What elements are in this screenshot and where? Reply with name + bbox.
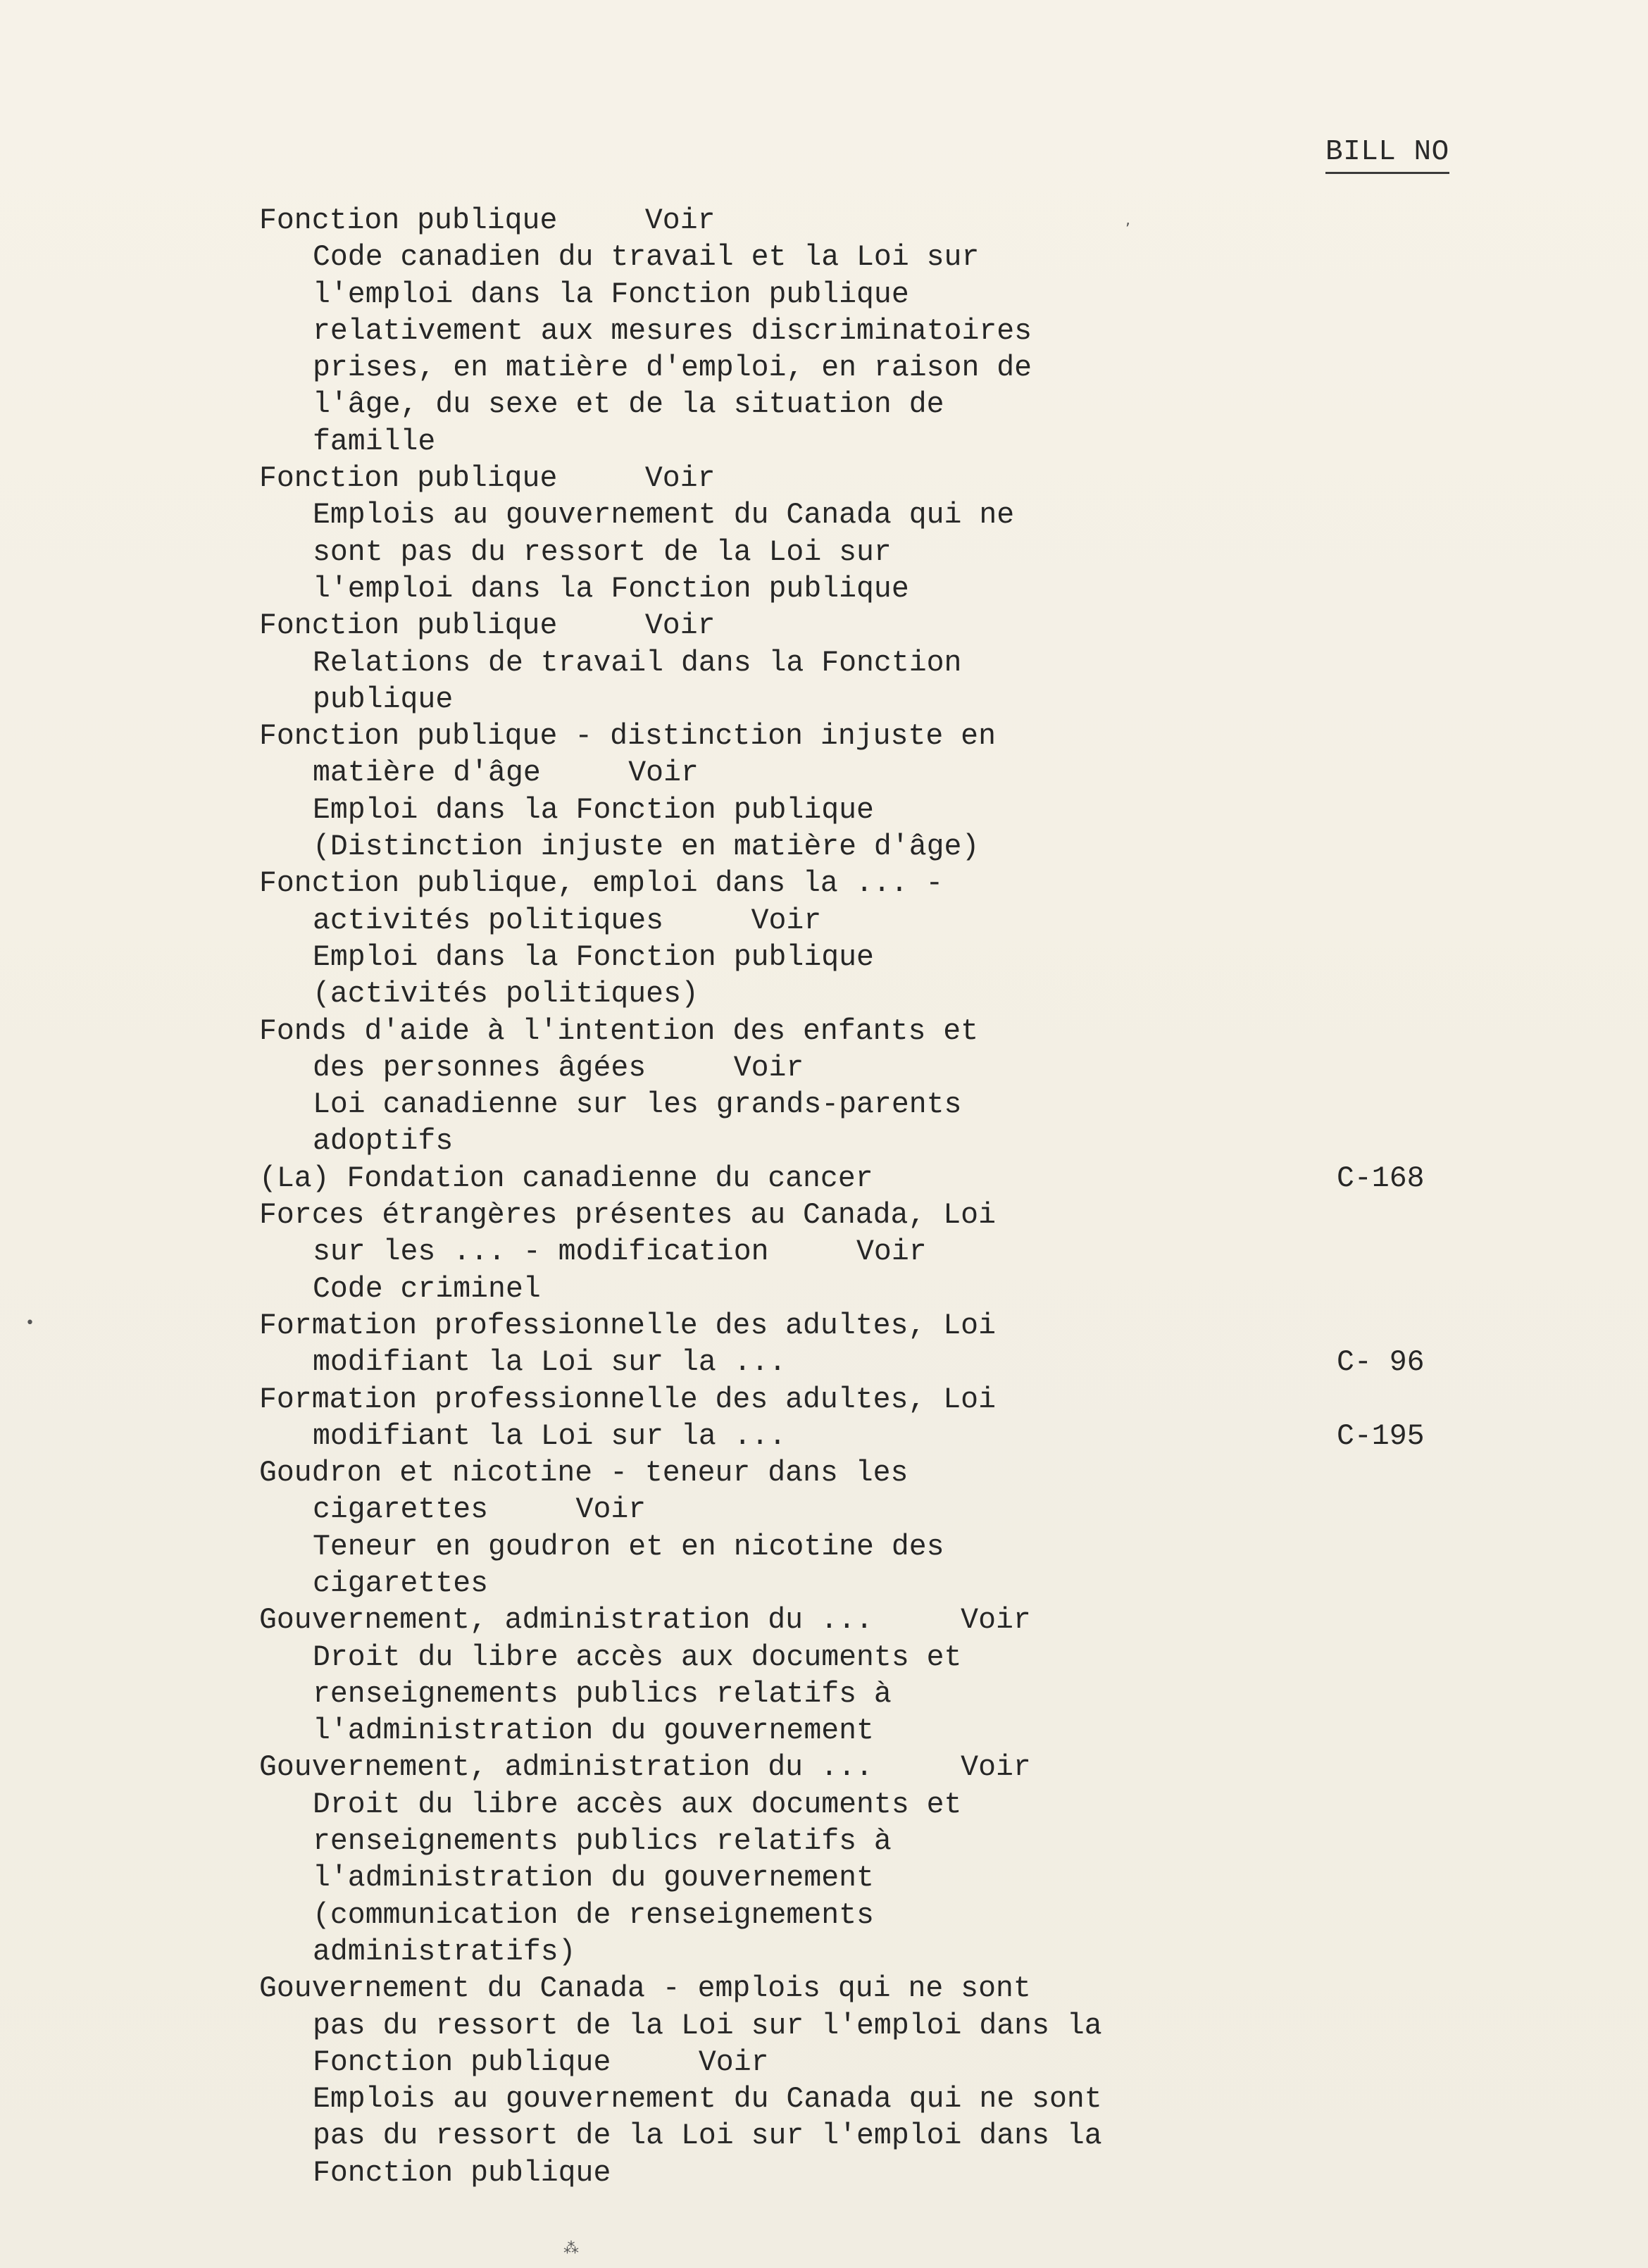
entry-subline: (Distinction injuste en matière d'âge) (313, 830, 980, 864)
entry-subline: (communication de renseignements (313, 1898, 874, 1932)
entry-subline: Droit du libre accès aux documents et (313, 1640, 962, 1674)
entry-subline: modifiant la Loi sur la ... C-195 (259, 1419, 1485, 1455)
entry-subline: sur les ... - modification Voir (313, 1235, 927, 1269)
bill-number: C-195 (1337, 1419, 1425, 1453)
entry-subline: cigarettes (313, 1566, 489, 1600)
entry-subline: Loi canadienne sur les grands-parents (313, 1088, 962, 1122)
entry-heading: Fonction publique - distinction injuste en (259, 720, 996, 754)
index-entry (259, 1382, 1485, 1456)
entry-subline: renseignements publics relatifs à (313, 1825, 892, 1859)
scan-speck-icon: , (1125, 211, 1130, 229)
scan-speck-icon: • (25, 1314, 35, 1332)
entry-subline: Emploi dans la Fonction publique (313, 793, 874, 827)
index-entry (259, 1161, 1485, 1197)
entry-subline: cigarettes Voir (313, 1493, 647, 1527)
entry-subline: des personnes âgées Voir (313, 1051, 804, 1085)
index-entry (259, 608, 1485, 718)
entry-heading: Fonction publique Voir (259, 204, 716, 237)
index-entry (259, 718, 1485, 866)
entry-subline: renseignements publics relatifs à (313, 1677, 892, 1711)
entry-subline: l'administration du gouvernement (313, 1862, 874, 1895)
index-entry (259, 866, 1485, 1013)
entry-subline: publique (313, 683, 454, 716)
entry-heading: Formation professionnelle des adultes, Loi (259, 1309, 996, 1342)
scan-speck-icon: ⁂ (563, 2240, 579, 2257)
entry-heading: Fonction publique, emploi dans la ... - (259, 867, 944, 901)
entry-subline: relativement aux mesures discriminatoires (313, 314, 1032, 348)
entry-subline: pas du ressort de la Loi sur l'emploi dans la (313, 2119, 1102, 2153)
entry-heading: Fonction publique Voir (259, 609, 716, 643)
entry-subline: activités politiques Voir (313, 904, 822, 937)
entry-subline: Relations de travail dans la Fonction (313, 646, 962, 680)
entry-subline: Fonction publique Voir (313, 2045, 769, 2079)
bill-number: C-168 (1337, 1161, 1425, 1195)
index-entry (259, 1455, 1485, 1602)
entry-heading: Gouvernement, administration du ... Voir (259, 1604, 1031, 1638)
entry-heading: Gouvernement, administration du ... Voir (259, 1751, 1031, 1785)
entry-heading: Formation professionnelle des adultes, Loi (259, 1383, 996, 1416)
entry-subline: famille (313, 425, 436, 459)
entry-subline: prises, en matière d'emploi, en raison de (313, 351, 1032, 385)
index-entry (259, 1750, 1485, 1971)
entry-subline: (activités politiques) (313, 978, 699, 1011)
entry-heading: Gouvernement du Canada - emplois qui ne sont (259, 1972, 1031, 2006)
entry-subline: Droit du libre accès aux documents et (313, 1788, 962, 1821)
entry-subline: l'emploi dans la Fonction publique (313, 572, 909, 606)
entry-subline: matière d'âge Voir (313, 756, 699, 790)
index-entries (259, 203, 1485, 2192)
entry-subline: Code canadien du travail et la Loi sur (313, 241, 980, 275)
index-entry (259, 1014, 1485, 1161)
index-entry (259, 203, 1485, 461)
index-entry (259, 1197, 1485, 1308)
index-entry (259, 1971, 1485, 2192)
entry-subline: Emploi dans la Fonction publique (313, 940, 874, 974)
entry-subline: adoptifs (313, 1125, 454, 1159)
entry-heading: Fonds d'aide à l'intention des enfants et (259, 1014, 979, 1048)
entry-subline: l'âge, du sexe et de la situation de (313, 388, 944, 422)
index-entry (259, 1308, 1485, 1382)
entry-subline: Emplois au gouvernement du Canada qui ne sont (313, 2083, 1102, 2117)
entry-subline: administratifs) (313, 1935, 576, 1969)
entry-subline: Fonction publique (313, 2156, 611, 2190)
index-entry (259, 461, 1485, 608)
bill-number: C- 96 (1337, 1346, 1425, 1380)
entry-subline: l'administration du gouvernement (313, 1714, 874, 1748)
entry-heading: Goudron et nicotine - teneur dans les (259, 1457, 909, 1490)
entry-heading: Fonction publique Voir (259, 462, 716, 496)
entry-heading: (La) Fondation canadienne du cancer C-168 (259, 1161, 1485, 1197)
entry-subline: Code criminel (313, 1272, 541, 1306)
entry-heading: Forces étrangères présentes au Canada, Loi (259, 1199, 996, 1233)
index-entry (259, 1602, 1485, 1750)
entry-subline: Emplois au gouvernement du Canada qui ne (313, 499, 1015, 532)
entry-subline: sont pas du ressort de la Loi sur (313, 535, 892, 569)
entry-subline: Teneur en goudron et en nicotine des (313, 1530, 944, 1564)
entry-subline: modifiant la Loi sur la ... C- 96 (259, 1345, 1485, 1381)
entry-subline: pas du ressort de la Loi sur l'emploi dans la (313, 2009, 1102, 2043)
entry-subline: l'emploi dans la Fonction publique (313, 278, 909, 311)
bill-no-header: BILL NO (1325, 134, 1449, 174)
